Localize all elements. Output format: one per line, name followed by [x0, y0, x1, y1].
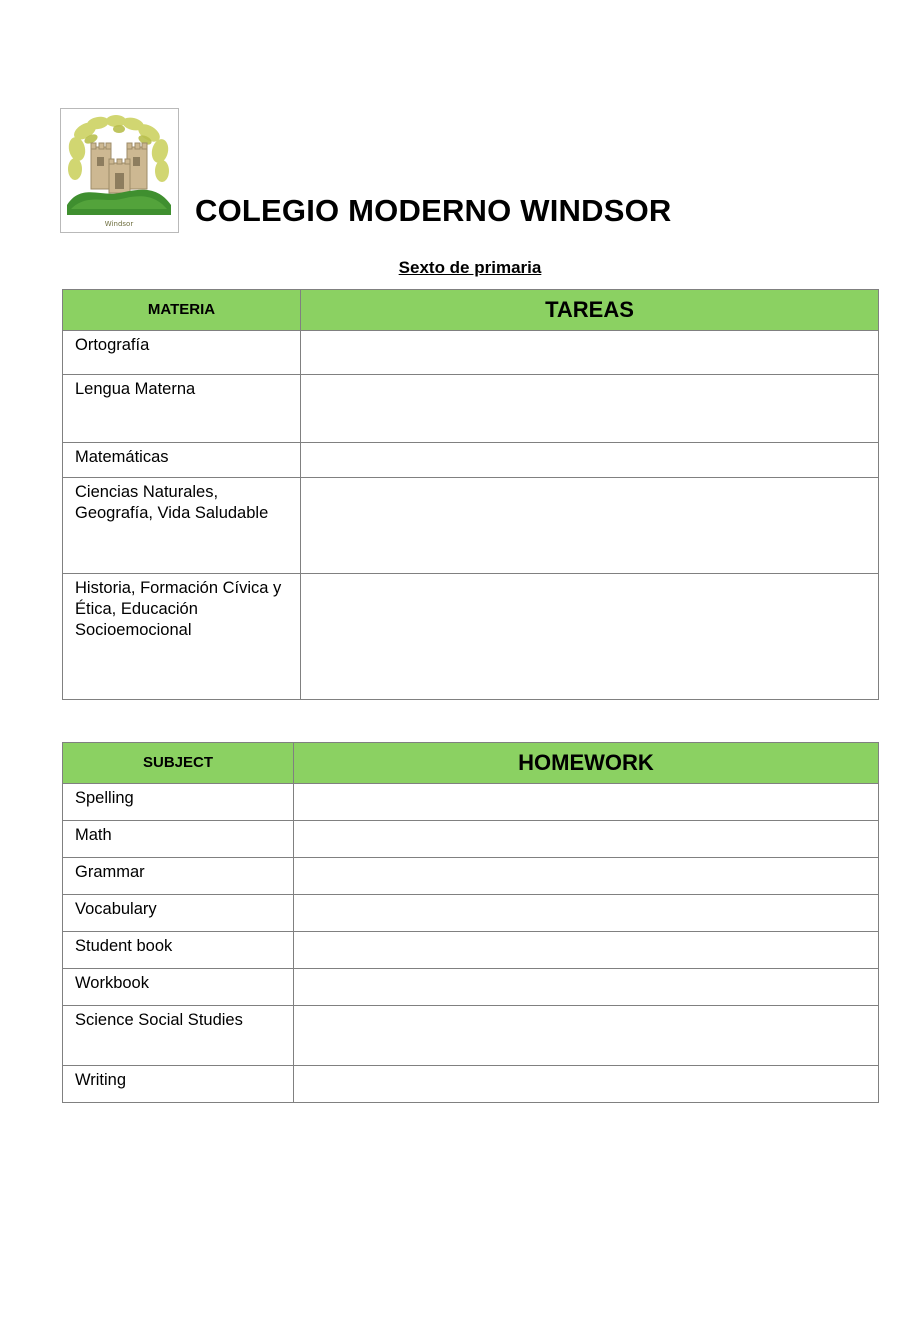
homework-cell[interactable] [294, 784, 879, 821]
spanish-homework-table [62, 289, 879, 700]
subject-cell: Spelling [63, 784, 294, 821]
table-row [63, 331, 879, 375]
table-row [63, 858, 879, 895]
svg-text:Windsor: Windsor [104, 220, 134, 228]
table-row [63, 1066, 879, 1103]
subject-cell: Grammar [63, 858, 294, 895]
homework-cell[interactable] [294, 1066, 879, 1103]
table-row [63, 821, 879, 858]
subject-cell: Math [63, 821, 294, 858]
homework-cell[interactable] [301, 478, 879, 574]
table-header-row [63, 290, 879, 331]
homework-cell[interactable] [301, 443, 879, 478]
document-header [60, 108, 880, 238]
subject-cell: Writing [63, 1066, 294, 1103]
table-row [63, 478, 879, 574]
homework-cell[interactable] [301, 574, 879, 700]
table-row [63, 969, 879, 1006]
table-row [63, 443, 879, 478]
table-row [63, 574, 879, 700]
subject-cell: Ciencias Naturales, Geografía, Vida Saludable [63, 478, 301, 574]
homework-cell[interactable] [301, 331, 879, 375]
homework-cell[interactable] [294, 1006, 879, 1066]
table-row [63, 895, 879, 932]
subject-cell: Vocabulary [63, 895, 294, 932]
column-header-materia: MATERIA [63, 290, 301, 331]
homework-cell[interactable] [294, 821, 879, 858]
table-row [63, 932, 879, 969]
table-row [63, 784, 879, 821]
subject-cell: Student book [63, 932, 294, 969]
homework-cell[interactable] [301, 375, 879, 443]
homework-cell[interactable] [294, 895, 879, 932]
table-row [63, 375, 879, 443]
column-header-subject: SUBJECT [63, 743, 294, 784]
subject-cell: Ortografía [63, 331, 301, 375]
subject-cell: Workbook [63, 969, 294, 1006]
homework-cell[interactable] [294, 858, 879, 895]
column-header-tareas: TAREAS [301, 290, 879, 331]
grade-subtitle: Sexto de primaria [398, 258, 542, 277]
table-header-row [63, 743, 879, 784]
table-row [63, 1006, 879, 1066]
subject-cell: Historia, Formación Cívica y Ética, Educación Socioemocional [63, 574, 301, 700]
subject-cell: Science Social Studies [63, 1006, 294, 1066]
subject-cell: Lengua Materna [63, 375, 301, 443]
page-title: COLEGIO MODERNO WINDSOR [195, 193, 672, 228]
english-homework-table [62, 742, 879, 1103]
homework-cell[interactable] [294, 932, 879, 969]
subject-cell: Matemáticas [63, 443, 301, 478]
homework-cell[interactable] [294, 969, 879, 1006]
school-crest-castle-emblem-icon [60, 108, 179, 233]
column-header-homework: HOMEWORK [294, 743, 879, 784]
